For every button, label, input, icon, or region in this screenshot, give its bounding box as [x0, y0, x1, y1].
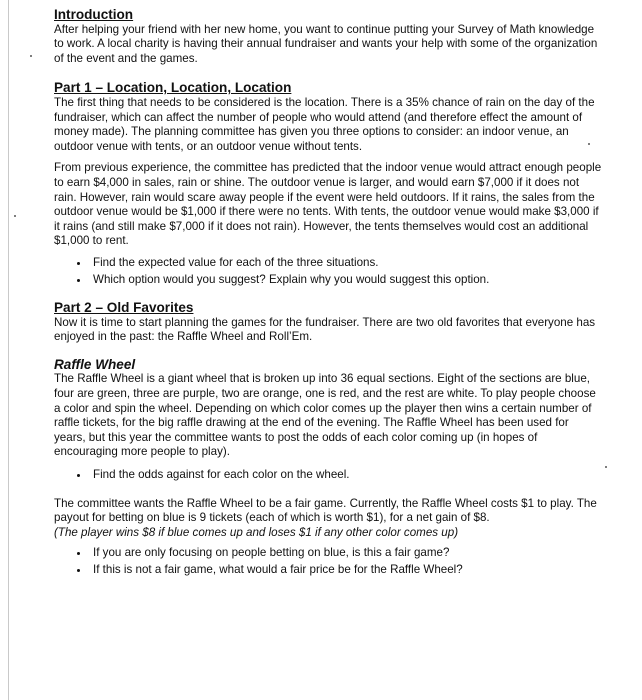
fair-bullet-list [54, 546, 602, 577]
introduction-section [54, 8, 602, 66]
list-item: • Find the odds against for each color on the wheel. [90, 468, 602, 483]
raffle-heading: Raffle Wheel [54, 356, 136, 372]
part2-heading: Part 2 – Old Favorites [54, 300, 194, 316]
part1-heading: Part 1 – Location, Location, Location [54, 80, 292, 96]
scan-speck [14, 215, 16, 217]
list-item: • Find the expected value for each of the three situations. [90, 256, 602, 271]
part1-paragraph1: The first thing that needs to be considered is the location. There is a 35% chance of rain on the day of the fundraiser, which can affect the number of people who would attend (and therefore effect the amount of money made). The planning committee has given you three options to consider: an indoor venue, an outdoor venue with tents, or an outdoor venue without tents. [54, 95, 595, 153]
list-item: • If this is not a fair game, what would a fair price be for the Raffle Wheel? [90, 563, 602, 578]
part2-section [54, 301, 602, 345]
fair-game-text: The committee wants the Raffle Wheel to be a fair game. Currently, the Raffle Wheel costs $1 to play. The payout for betting on blue is 9 tickets (each of which is worth $1), for a net gain of $8. [54, 496, 597, 525]
raffle-bullet-list [54, 468, 602, 483]
scan-speck [605, 466, 607, 468]
introduction-text: After helping your friend with her new home, you want to continue putting your Survey of Math knowledge to work. A local charity is having their annual fundraiser and wants your help with some of the organization of the event and the games. [54, 22, 598, 65]
part1-bullet-list [54, 256, 602, 287]
scan-edge-line [8, 0, 9, 700]
part1-paragraph2: From previous experience, the committee has predicted that the indoor venue would attract enough people to earn $4,000 in sales, rain or shine. The outdoor venue is larger, and would earn $7,000 if it does not rain. However, rain would scare away people if the event were held outdoors. If it rains, the sales from the outdoor venue would be $1,000 if there were no tents. With tents, the outdoor venue would make $3,000 if it rains (and still make $7,000 if it does not rain). However, the tents themselves would cost an additional $1,000 to rent. [54, 161, 602, 248]
fair-game-section [54, 497, 602, 541]
raffle-text: The Raffle Wheel is a giant wheel that is broken up into 36 equal sections. Eight of the sections are blue, four are green, three are purple, two are orange, one is red, and the rest are white. To play people choose a color and spin the wheel. Depending on which color comes up the player then wins a certain number of raffle tickets, for the big raffle drawing at the end of the evening. The Raffle Wheel has been used for years, but this year the committee wants to post the odds of each color coming up (in hopes of encouraging more people to play). [54, 372, 596, 459]
list-item: • Which option would you suggest? Explain why you would suggest this option. [90, 273, 602, 288]
list-item: • If you are only focusing on people betting on blue, is this a fair game? [90, 546, 602, 561]
fair-game-note: (The player wins $8 if blue comes up and loses $1 if any other color comes up) [54, 525, 459, 539]
introduction-heading: Introduction [54, 7, 134, 22]
scan-speck [30, 55, 32, 57]
part1-section [54, 81, 602, 249]
scan-speck [588, 143, 590, 145]
part2-text: Now it is time to start planning the games for the fundraiser. There are two old favorites that everyone has enjoyed in the past: the Raffle Wheel and Roll’Em. [54, 315, 596, 344]
raffle-section [54, 358, 602, 460]
